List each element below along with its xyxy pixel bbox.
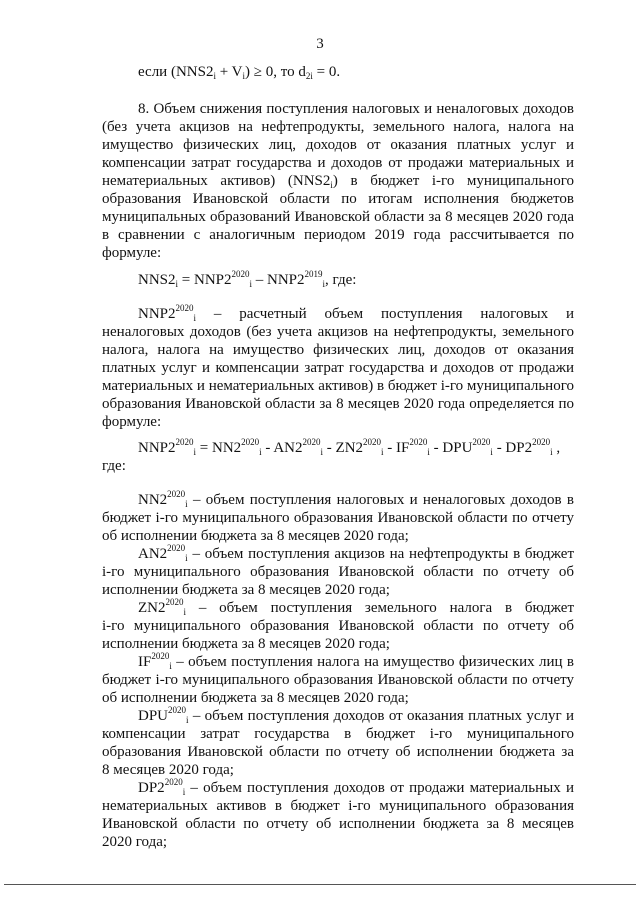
page-number: 3 <box>316 36 324 52</box>
formula-where: где: <box>102 458 126 474</box>
formula-nns2: $NNS2_i = NNP2^{2020}_i - NNP2^{2019}_i$, где: <box>138 269 357 289</box>
formula-nnp2: $NNP2^{2020}_i = NN2^{2020}_i - AN2^{2020}_i - ZN2^{2020}_i - IF^{2020}_i - DPU^{2020}_i - DP2^{2020}_i$ , <box>138 437 561 457</box>
condition-line: если $(NNS2_i + V_i) \ge 0$, то $d_{2i} = 0$. <box>138 64 341 81</box>
scan-bottom-edge <box>4 884 636 885</box>
